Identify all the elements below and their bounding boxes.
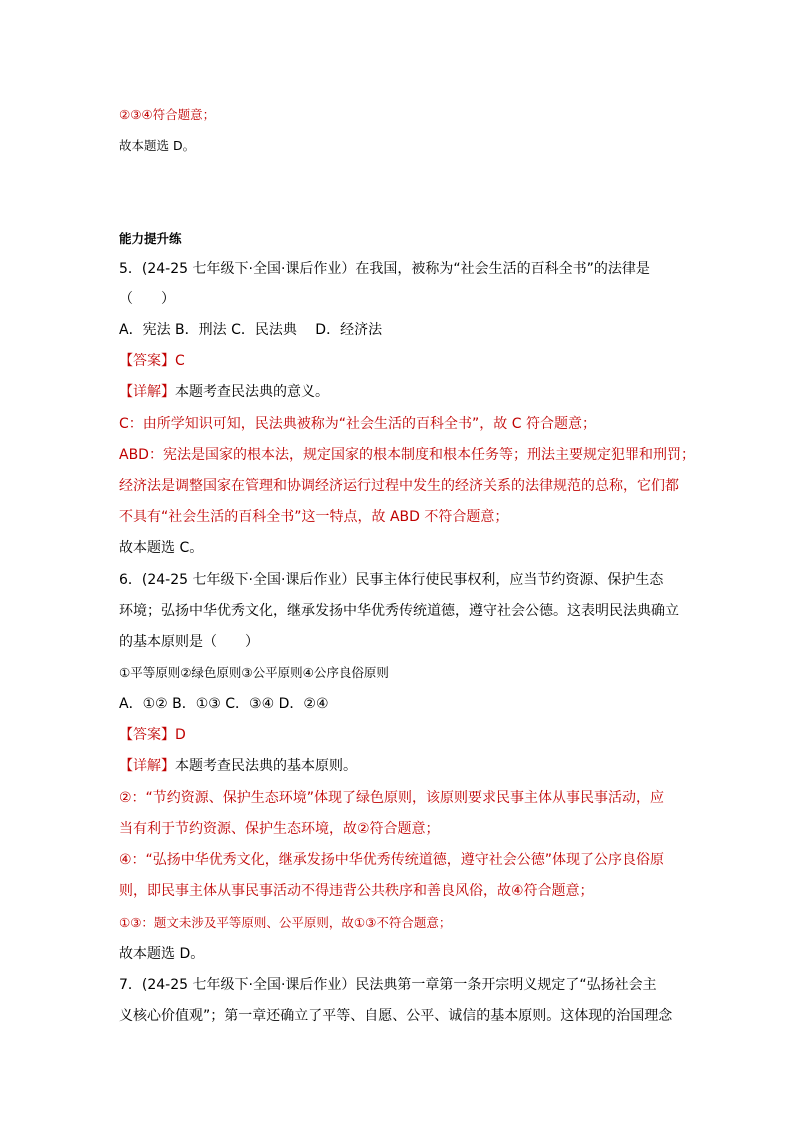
q6-explanation-5: ①③：题文未涉及平等原则、公平原则，故①③不符合题意； xyxy=(119,915,452,930)
q5-stem-line-2: （ ） xyxy=(119,291,175,307)
answer-tag: 【答案】 xyxy=(119,353,175,369)
q7-stem-line-1: 7．(24-25 七年级下·全国·课后作业）民法典第一章第一条开宗明义规定了“弘扬社会主 xyxy=(119,977,657,993)
q5-final-answer: 故本题选 C。 xyxy=(119,540,204,556)
q5-detail xyxy=(119,382,329,402)
q6-detail xyxy=(119,756,357,776)
answer-value: C xyxy=(175,353,185,369)
q6-final-answer: 故本题选 D。 xyxy=(119,946,205,962)
detail-tag: 【详解】 xyxy=(119,384,175,400)
q6-options: A．①② B．①③ C．③④ D．②④ xyxy=(119,696,329,712)
section-title: 能力提升练 xyxy=(119,231,182,246)
q5-explanation-4: 不具有“社会生活的百科全书”这一特点，故 ABD 不符合题意； xyxy=(119,509,509,525)
q6-explanation-3: ④：“弘扬中华优秀文化，继承发扬中华优秀传统道德，遵守社会公德”体现了公序良俗原 xyxy=(119,852,665,868)
q5-answer xyxy=(119,351,185,371)
q5-stem-line-1: 5．(24-25 七年级下·全国·课后作业）在我国，被称为“社会生活的百科全书”的法律是 xyxy=(119,261,650,277)
q6-explanation-4: 则，即民事主体从事民事活动不得违背公共秩序和善良风俗，故④符合题意； xyxy=(119,883,594,899)
prev-final-answer: 故本题选 D。 xyxy=(119,138,196,153)
answer-value: D xyxy=(175,727,186,743)
q6-items: ①平等原则②绿色原则③公平原则④公序良俗原则 xyxy=(119,665,389,680)
prev-explanation-line: ②③④符合题意； xyxy=(119,107,216,122)
detail-text: 本题考查民法典的基本原则。 xyxy=(175,758,357,774)
q6-explanation-2: 当有利于节约资源、保护生态环境，故②符合题意； xyxy=(119,821,440,837)
q6-answer xyxy=(119,725,186,745)
q5-explanation-1: C：由所学知识可知，民法典被称为“社会生活的百科全书”，故 C 符合题意； xyxy=(119,416,596,432)
q6-stem-line-2: 环境；弘扬中华优秀文化，继承发扬中华优秀传统道德，遵守社会公德。这表明民法典确立 xyxy=(119,603,679,619)
q6-stem-line-1: 6．(24-25 七年级下·全国·课后作业）民事主体行使民事权利，应当节约资源、保护生态 xyxy=(119,572,664,588)
q6-explanation-1: ②：“节约资源、保护生态环境”体现了绿色原则，该原则要求民事主体从事民事活动，应 xyxy=(119,790,665,806)
detail-tag: 【详解】 xyxy=(119,758,175,774)
q5-explanation-2: ABD：宪法是国家的根本法，规定国家的根本制度和根本任务等；刑法主要规定犯罪和刑罚； xyxy=(119,447,695,463)
q6-stem-line-3: 的基本原则是（ ） xyxy=(119,634,259,650)
answer-tag: 【答案】 xyxy=(119,727,175,743)
q5-options: A．宪法 B．刑法 C．民法典 D．经济法 xyxy=(119,322,383,338)
q5-explanation-3: 经济法是调整国家在管理和协调经济运行过程中发生的经济关系的法律规范的总称，它们都 xyxy=(119,478,679,494)
detail-text: 本题考查民法典的意义。 xyxy=(175,384,329,400)
q7-stem-line-2: 义核心价值观”；第一章还确立了平等、自愿、公平、诚信的基本原则。这体现的治国理念 xyxy=(119,1008,673,1024)
